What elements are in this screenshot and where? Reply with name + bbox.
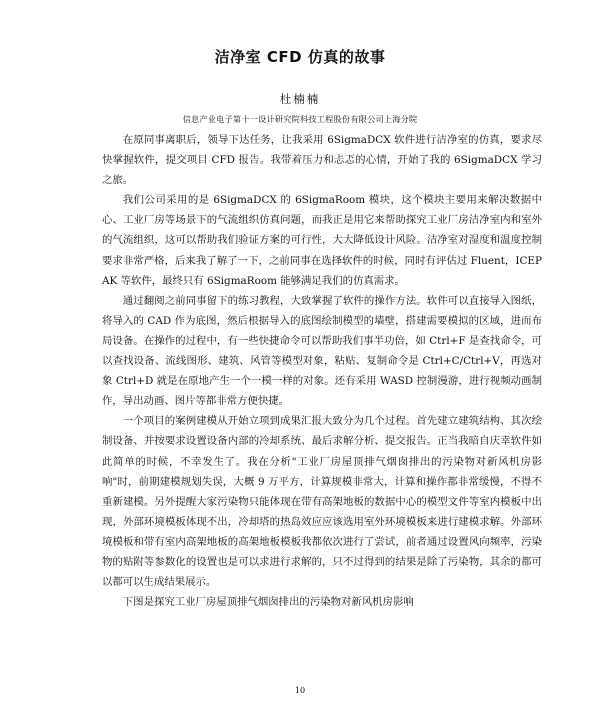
paragraph-4: 一个项目的案例建模从开始立项到成果汇报大致分为几个过程。首先建立建筑结构、其次绘制设备、并按要求设置设备内部的冷却系统、最后求解分析、提交报告。正当我暗自庆幸软件如此简单的时候，不幸发生了。我在分析"工业厂房屋顶排气烟囱排出的污染物对新风机房影响"时，前期建模规划失误，大概 9 万平方，计算规模非常大，计算和操作都非常缓慢，不得不重新建模。另外提醒大家污染物只能体现在带有高架地板的数据中心的模型文件等室内模板中出现，外部环境模板体现不出，冷却塔的热岛效应应该选用室外环境模板来进行建模求解。外部环境模板和带有室内高架地板的高架地板模板我都依次进行了尝试，前者通过设置风向频率，污染物的贴附等参数化的设置也是可以求进行求解的，只不过得到的结果是除了污染物，其余的都可以都可以生成结果展示。: [102, 415, 542, 589]
paragraph-3: 通过翻阅之前同事留下的练习教程，大致掌握了软件的操作方法。软件可以直接导入图纸，将导入的 CAD 作为底图，然后根据导入的底图绘制模型的墙壁，搭建需要模拟的区域，进而布局设备。在操作的过程中，有一些快捷命令可以帮助我们事半功倍，如 Ctrl+F 是查找命令，可以查找设备、流线图形、建筑、风管等模型对象，粘贴、复制命令是 Ctrl+C/Ctrl+V，再选对象 Ctrl+D 就是在原地产生一个一模一样的对象。还有采用 WASD 控制漫游，进行视频动画制作，导出动画、图片等都非常方便快捷。: [102, 294, 542, 408]
paragraph-2: 我们公司采用的是 6SigmaDCX 的 6SigmaRoom 模块，这个模块主要用来解决数据中心、工业厂房等场景下的气流组织仿真问题，而我正是用它来帮助探究工业厂房洁净室内和室外的气流组织，这可以帮助我们验证方案的可行性，大大降低设计风险。洁净室对湿度和温度控制要求非常严格，后来我了解了一下，之前同事在选择软件的时候，同时有评估过 Fluent，ICEPAK 等软件，最终只有 6SigmaRoom 能够满足我们的仿真需求。: [102, 194, 542, 287]
document-title: 洁净室 CFD 仿真的故事: [214, 48, 386, 66]
author-affiliation: 信息产业电子第十一设计研究院科技工程股份有限公司上海分院: [182, 114, 418, 124]
page-number: 10: [294, 686, 306, 695]
article-body: [102, 130, 542, 612]
paragraph-5: 下图是探究工业厂房屋顶排气烟囱排出的污染物对新风机房影响: [122, 596, 414, 609]
paragraph-1: 在原同事离职后，领导下达任务，让我采用 6SigmaDCX 软件进行洁净室的仿真，要求尽快掌握软件，提交项目 CFD 报告。我带着压力和忐忑的心情，开始了我的 6SigmaDCX 学习之旅。: [102, 134, 542, 187]
author-name: 杜楠楠: [279, 92, 321, 106]
